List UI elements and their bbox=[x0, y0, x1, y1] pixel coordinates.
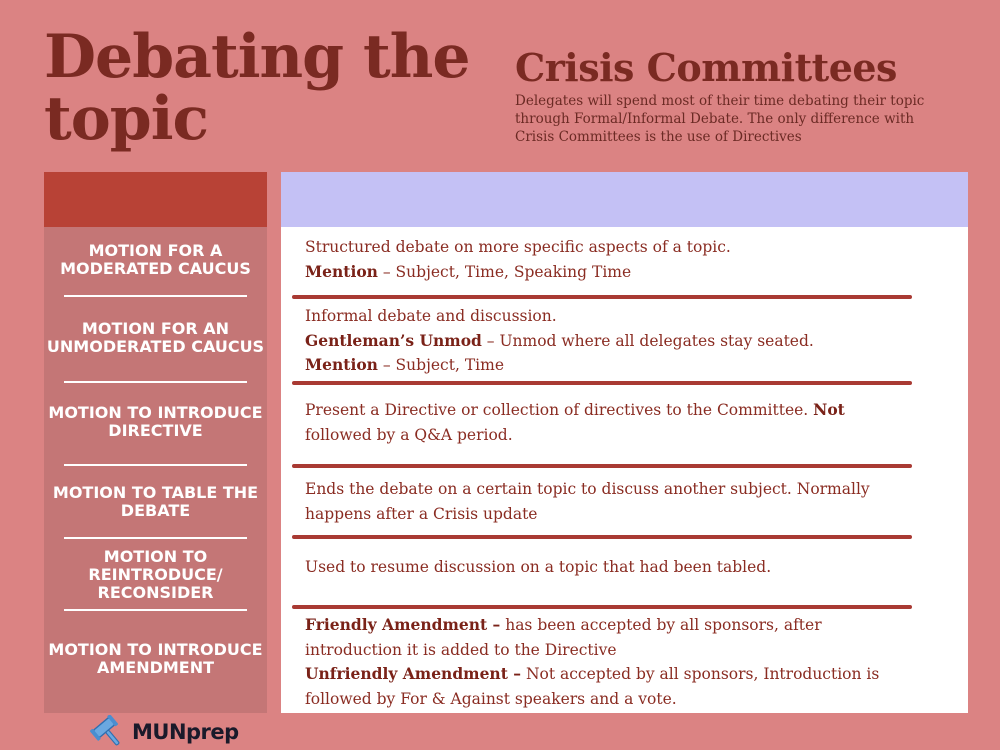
motion-label-table-debate: MOTION TO TABLE THE DEBATE bbox=[52, 483, 259, 520]
description-divider bbox=[292, 464, 912, 468]
description-keyword: Not bbox=[813, 400, 845, 419]
description-line bbox=[305, 662, 915, 687]
motion-description bbox=[305, 555, 915, 580]
motion-description bbox=[305, 304, 915, 378]
section-description: Delegates will spend most of their time debating their topic through Formal/Informal Debate. The only difference with Crisis Committees is the use of Directives bbox=[515, 93, 925, 145]
description-line bbox=[305, 638, 915, 663]
description-keyword: Friendly Amendment – bbox=[305, 615, 501, 634]
motion-label-reintroduce: MOTION TO REINTRODUCE/ RECONSIDER bbox=[88, 547, 223, 602]
description-keyword: Gentleman’s Unmod bbox=[305, 330, 482, 350]
left-column-header bbox=[44, 172, 267, 227]
motion-divider bbox=[64, 381, 247, 383]
page-title: Debating the topic bbox=[44, 22, 470, 154]
motion-divider bbox=[64, 537, 247, 539]
description-text: – Unmod where all delegates stay seated. bbox=[481, 331, 814, 350]
motion-divider bbox=[64, 295, 247, 297]
description-text: Used to resume discussion on a topic that had been tabled. bbox=[305, 558, 772, 576]
description-line bbox=[305, 555, 915, 580]
motion-divider bbox=[64, 464, 247, 466]
description-text: happens after a Crisis update bbox=[305, 504, 538, 523]
right-column-header bbox=[281, 172, 968, 227]
description-text: – Subject, Time, Speaking Time bbox=[377, 262, 632, 281]
description-text: – Subject, Time bbox=[377, 356, 504, 374]
motion-description bbox=[305, 613, 915, 711]
description-line bbox=[305, 235, 915, 260]
description-text: followed by a Q&A period. bbox=[305, 425, 513, 444]
description-line bbox=[305, 329, 915, 354]
description-line bbox=[305, 353, 915, 378]
description-text: Not accepted by all sponsors, Introduction is bbox=[521, 665, 880, 683]
description-line bbox=[305, 687, 915, 712]
description-text: has been accepted by all sponsors, after bbox=[500, 616, 822, 634]
description-text: Informal debate and discussion. bbox=[305, 307, 557, 325]
description-keyword: Mention bbox=[305, 261, 378, 281]
description-keyword: Mention bbox=[305, 355, 378, 374]
description-divider bbox=[292, 605, 912, 609]
logo-text: MUNprep bbox=[132, 720, 239, 744]
munprep-logo bbox=[90, 714, 239, 750]
motion-description bbox=[305, 477, 915, 526]
motion-divider bbox=[64, 609, 247, 611]
description-line bbox=[305, 398, 915, 423]
motion-label-introduce-amendment: MOTION TO INTRODUCE AMENDMENT bbox=[48, 640, 263, 677]
description-divider bbox=[292, 535, 912, 539]
gavel-icon bbox=[90, 715, 128, 749]
section-title: Crisis Committees bbox=[515, 45, 897, 90]
description-line bbox=[305, 477, 915, 502]
motion-label-unmoderated-caucus: MOTION FOR AN UNMODERATED CAUCUS bbox=[46, 319, 265, 356]
description-line bbox=[305, 304, 915, 329]
description-text: Ends the debate on a certain topic to discuss another subject. Normally bbox=[305, 480, 870, 498]
description-line bbox=[305, 613, 915, 638]
motion-description bbox=[305, 235, 915, 284]
description-line bbox=[305, 260, 915, 285]
description-text: followed by For & Against speakers and a vote. bbox=[305, 689, 677, 708]
description-line bbox=[305, 423, 915, 448]
motion-description bbox=[305, 398, 915, 447]
description-text: Structured debate on more specific aspects of a topic. bbox=[305, 238, 731, 256]
description-divider bbox=[292, 295, 912, 299]
description-line bbox=[305, 502, 915, 527]
description-divider bbox=[292, 381, 912, 385]
description-text: Present a Directive or collection of directives to the Committee. bbox=[305, 401, 814, 419]
description-text: introduction it is added to the Directive bbox=[305, 640, 617, 659]
description-keyword: Unfriendly Amendment – bbox=[305, 664, 522, 683]
motion-label-moderated-caucus: MOTION FOR A MODERATED CAUCUS bbox=[60, 241, 251, 278]
motion-label-introduce-directive: MOTION TO INTRODUCE DIRECTIVE bbox=[48, 403, 263, 440]
